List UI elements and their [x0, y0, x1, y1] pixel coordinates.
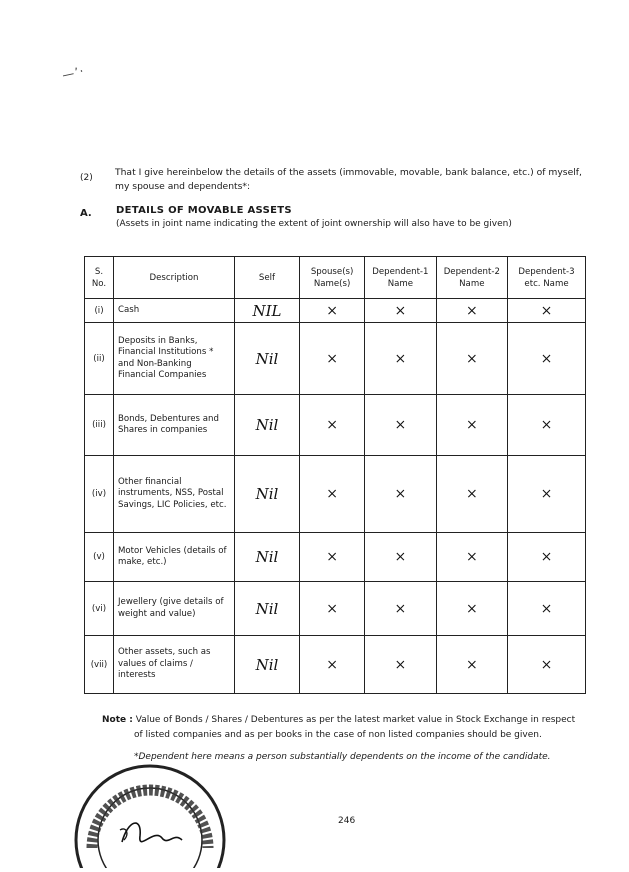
advocate-stamp: [70, 756, 230, 872]
note-line-1: Value of Bonds / Shares / Debentures as per the latest market value in Stock Exchange in respect: [135, 715, 576, 725]
row-spouse-value: ×: [300, 323, 365, 395]
header-dependent-3: Dependent-3 etc. Name: [508, 257, 586, 299]
row-sno: (ii): [85, 323, 114, 395]
row-dependent-2-value: ×: [436, 299, 507, 323]
row-dependent-1-value: ×: [365, 395, 436, 456]
note: [102, 713, 592, 743]
header-dependent-2: Dependent-2 Name: [436, 257, 507, 299]
row-description: Deposits in Banks, Financial Institutions * and Non-Banking Financial Companies: [114, 323, 235, 395]
row-self-value: Nil: [235, 533, 300, 582]
paragraph-text: That I give hereinbelow the details of the assets (immovable, movable, bank balance, etc.) of myself, my spouse and dependents*:: [115, 167, 582, 192]
header-sno: S. No.: [85, 257, 114, 299]
row-sno: (vii): [85, 636, 114, 694]
row-dependent-3-value: ×: [508, 582, 586, 636]
row-description: Bonds, Debentures and Shares in companies: [114, 395, 235, 456]
row-spouse-value: ×: [300, 299, 365, 323]
row-self-value: Nil: [235, 636, 300, 694]
row-dependent-2-value: ×: [436, 636, 507, 694]
row-dependent-3-value: ×: [508, 395, 586, 456]
section-title: DETAILS OF MOVABLE ASSETS: [116, 205, 292, 216]
note-label: Note :: [102, 715, 133, 725]
row-dependent-1-value: ×: [365, 323, 436, 395]
row-dependent-3-value: ×: [508, 456, 586, 533]
row-dependent-1-value: ×: [365, 533, 436, 582]
row-self-value: Nil: [235, 582, 300, 636]
row-self-value: Nil: [235, 456, 300, 533]
table-row: [85, 323, 586, 395]
row-dependent-3-value: ×: [508, 323, 586, 395]
table-row: [85, 456, 586, 533]
row-self-value: Nil: [235, 323, 300, 395]
row-dependent-2-value: ×: [436, 533, 507, 582]
row-dependent-1-value: ×: [365, 636, 436, 694]
row-dependent-2-value: ×: [436, 456, 507, 533]
scan-mark: —’·: [60, 63, 86, 83]
stamp-seal-icon: [70, 756, 230, 868]
footnote: *Dependent here means a person substantially dependents on the income of the candidate.: [134, 752, 551, 762]
row-description: Jewellery (give details of weight and value): [114, 582, 235, 636]
row-description: Other financial instruments, NSS, Postal Savings, LIC Policies, etc.: [114, 456, 235, 533]
row-dependent-3-value: ×: [508, 533, 586, 582]
row-spouse-value: ×: [300, 456, 365, 533]
row-dependent-3-value: ×: [508, 299, 586, 323]
row-spouse-value: ×: [300, 636, 365, 694]
row-description: Cash: [114, 299, 235, 323]
header-dependent-1: Dependent-1 Name: [365, 257, 436, 299]
table-row: [85, 636, 586, 694]
table-row: [85, 533, 586, 582]
row-sno: (iii): [85, 395, 114, 456]
paragraph-number: (2): [80, 173, 93, 183]
row-sno: (iv): [85, 456, 114, 533]
section-letter: A.: [80, 208, 92, 219]
header-self: Self: [235, 257, 300, 299]
row-description: Other assets, such as values of claims / interests: [114, 636, 235, 694]
row-dependent-2-value: ×: [436, 323, 507, 395]
movable-assets-table: [84, 256, 586, 694]
table-row: [85, 299, 586, 323]
row-dependent-1-value: ×: [365, 299, 436, 323]
row-sno: (v): [85, 533, 114, 582]
row-dependent-1-value: ×: [365, 456, 436, 533]
header-description: Description: [114, 257, 235, 299]
page-number: 246: [338, 816, 356, 826]
row-dependent-2-value: ×: [436, 582, 507, 636]
row-dependent-2-value: ×: [436, 395, 507, 456]
row-dependent-1-value: ×: [365, 582, 436, 636]
table-row: [85, 395, 586, 456]
header-spouse: Spouse(s) Name(s): [300, 257, 365, 299]
section-subtitle: (Assets in joint name indicating the extent of joint ownership will also have to be given): [116, 219, 512, 229]
row-sno: (i): [85, 299, 114, 323]
table-row: [85, 582, 586, 636]
row-spouse-value: ×: [300, 582, 365, 636]
row-description: Motor Vehicles (details of make, etc.): [114, 533, 235, 582]
row-spouse-value: ×: [300, 395, 365, 456]
row-sno: (vi): [85, 582, 114, 636]
row-self-value: NIL: [235, 299, 300, 323]
row-dependent-3-value: ×: [508, 636, 586, 694]
row-spouse-value: ×: [300, 533, 365, 582]
table-header-row: [85, 257, 586, 299]
row-self-value: Nil: [235, 395, 300, 456]
note-line-2: of listed companies and as per books in the case of non listed companies should be given.: [134, 730, 542, 740]
